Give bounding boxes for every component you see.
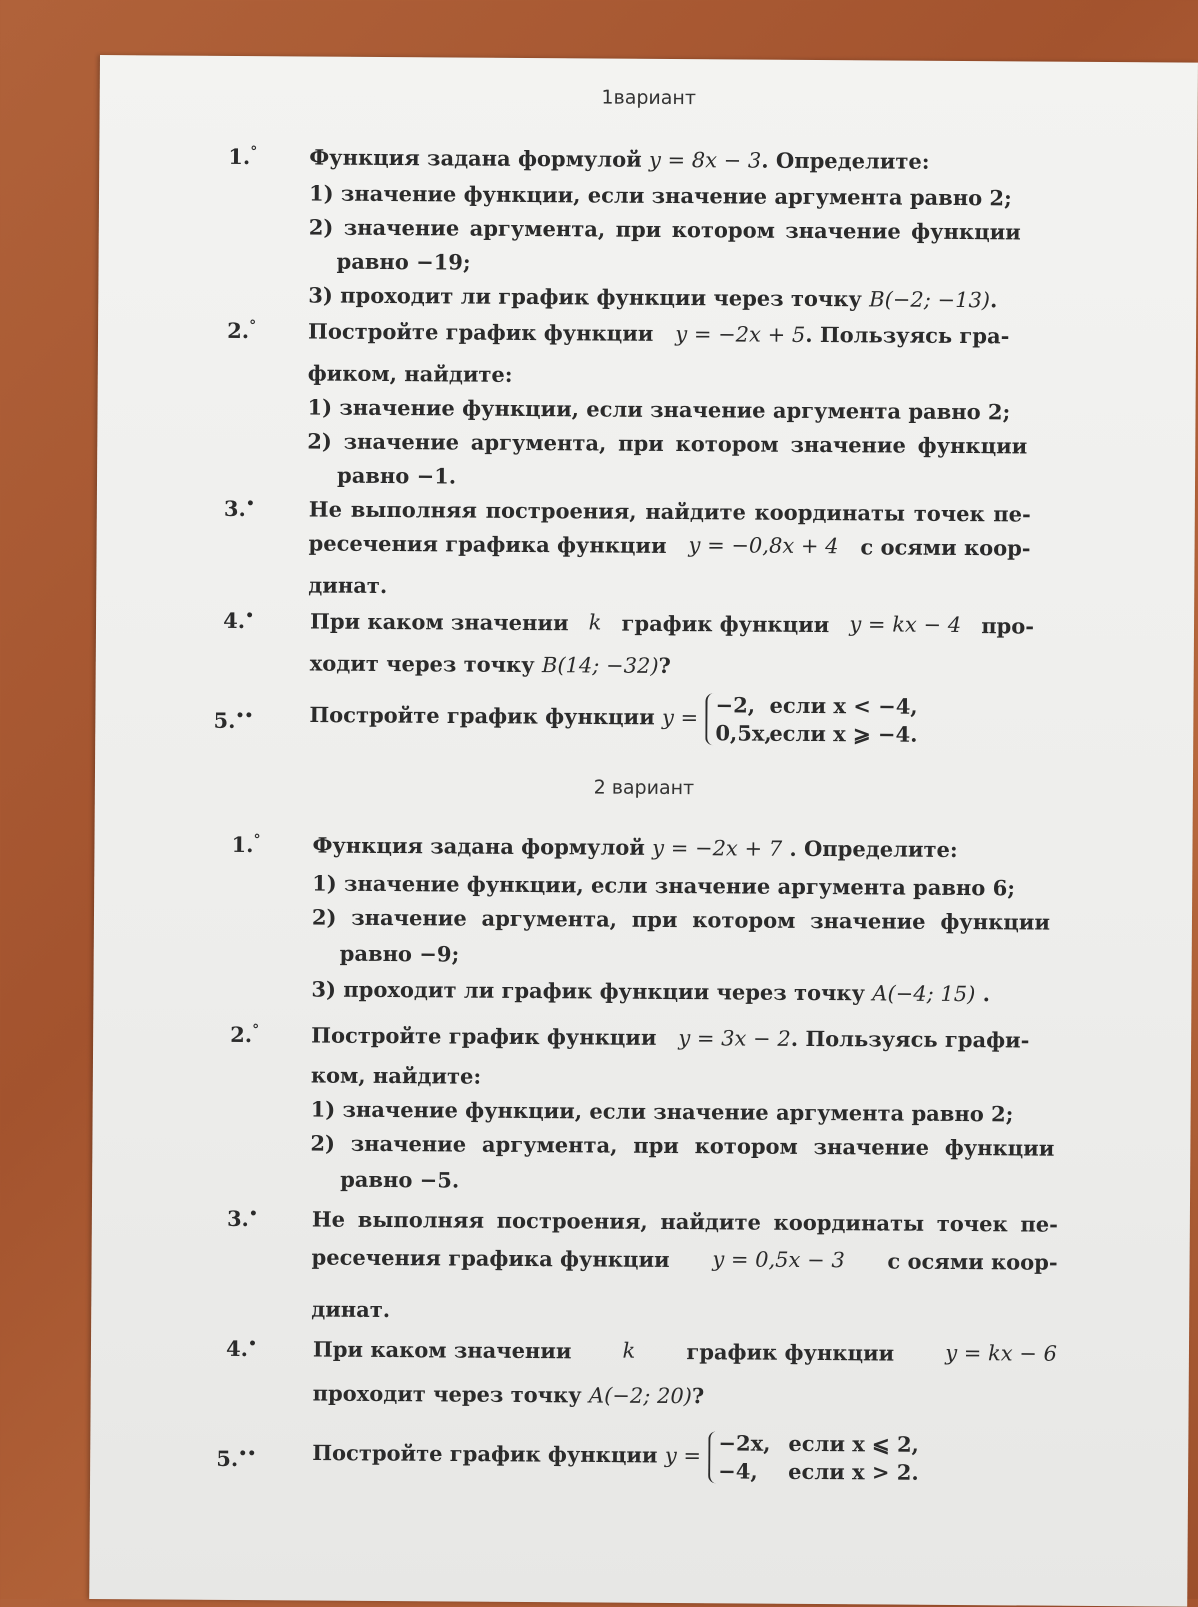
brace — [705, 693, 715, 745]
problem-number: 2.° — [230, 1021, 260, 1048]
problem-text: При каком значении k график функции y = kx − 6 — [312, 1336, 1058, 1366]
problem-number: 5.•• — [216, 1445, 257, 1471]
worksheet-paper — [89, 55, 1198, 1607]
problem-text: Функция задана формулой y = 8x − 3. Определите: — [309, 144, 930, 174]
v2-problem-4 — [91, 1335, 1058, 1409]
subitem-1: 1) значение функции, если значение аргумента равно 6; — [312, 870, 1016, 901]
subitem-2-cont: равно −19; — [336, 248, 471, 275]
subitem-1: 1) значение функции, если значение аргумента равно 2; — [310, 1096, 1014, 1127]
problem-text: Постройте график функции y = −2, если x < −4, 0,5x,если x ⩾ −4. — [309, 692, 918, 747]
problem-number: 5.•• — [213, 707, 254, 733]
subitem-2-cont: равно −9; — [339, 940, 460, 967]
problem-text: Не выполняя построения, найдите координаты точек пе- — [311, 1206, 1058, 1237]
problem-number: 3.• — [226, 1205, 258, 1232]
v1-problem-1 — [99, 143, 1021, 313]
subitem-1: 1) значение функции, если значение аргумента равно 2; — [307, 394, 1011, 425]
subitem-2: 2) значение аргумента, при котором значение функции — [308, 214, 1021, 245]
problem-text-end: динат. — [308, 572, 388, 599]
problem-number: 3.• — [223, 495, 255, 522]
brace — [708, 1431, 718, 1483]
piecewise-system: −2, если x < −4, 0,5x,если x ⩾ −4. — [705, 691, 917, 748]
problem-text: Функция задана формулой y = −2x + 7 . Определите: — [312, 832, 958, 863]
problem-text-end: динат. — [311, 1296, 391, 1323]
problem-number: 1.° — [231, 831, 261, 858]
v1-problem-4 — [96, 607, 1035, 679]
problem-number: 4.• — [223, 607, 255, 634]
subitem-1: 1) значение функции, если значение аргумента равно 2; — [308, 180, 1012, 211]
problem-text: Постройте график функции y = −2x + 5. Пользуясь гра- — [307, 318, 1010, 349]
problem-text: Не выполняя построения, найдите координаты точек пе- — [308, 496, 1031, 527]
v2-problem-5 — [90, 1425, 970, 1485]
subitem-3: 3) проходит ли график функции через точку B(−2; −13). — [308, 282, 998, 313]
problem-text-cont: фиком, найдите: — [307, 360, 513, 387]
v1-problem-3 — [97, 495, 1031, 599]
v2-problem-2 — [93, 1021, 1055, 1193]
subitem-2-cont: равно −5. — [340, 1166, 460, 1193]
piecewise-system: −2x, если x ⩽ 2, −4, если x > 2. — [708, 1429, 919, 1486]
subitem-2-cont: равно −1. — [336, 462, 457, 489]
v2-problem-3 — [92, 1205, 1058, 1323]
variant-2-title: 2 вариант — [593, 776, 695, 800]
problem-text: Постройте график функции y = 3x − 2. Пользуясь графи- — [311, 1022, 1030, 1053]
problem-text-cont: ком, найдите: — [310, 1062, 482, 1089]
problem-text-cont: проходит через точку A(−2; 20)? — [312, 1380, 705, 1409]
v2-problem-1 — [95, 831, 1051, 1007]
problem-text-cont: ресечения графика функции y = 0,5x − 3 с осями коор- — [311, 1244, 1058, 1275]
subitem-3: 3) проходит ли график функции через точку A(−4; 15) . — [311, 976, 991, 1007]
v1-problem-5 — [96, 687, 976, 747]
variant-1-title: 1вариант — [601, 86, 697, 110]
problem-text-cont: ходит через точку B(14; −32)? — [309, 650, 671, 679]
subitem-2: 2) значение аргумента, при котором значение функции — [307, 428, 1028, 459]
v1-problem-2 — [98, 317, 1028, 489]
problem-text-cont: ресечения графика функции y = −0,8x + 4 с осями коор- — [308, 530, 1031, 561]
subitem-2: 2) значение аргумента, при котором значение функции — [310, 1130, 1055, 1161]
problem-number: 1.° — [228, 143, 258, 170]
problem-text: Постройте график функции y = −2x, если x ⩽ 2, −4, если x > 2. — [312, 1430, 920, 1485]
problem-number: 4.• — [225, 1335, 258, 1362]
subitem-2: 2) значение аргумента, при котором значение функции — [311, 904, 1051, 935]
problem-number: 2.° — [227, 317, 257, 344]
problem-text: При каком значении k график функции y = kx − 4 про- — [309, 608, 1035, 639]
